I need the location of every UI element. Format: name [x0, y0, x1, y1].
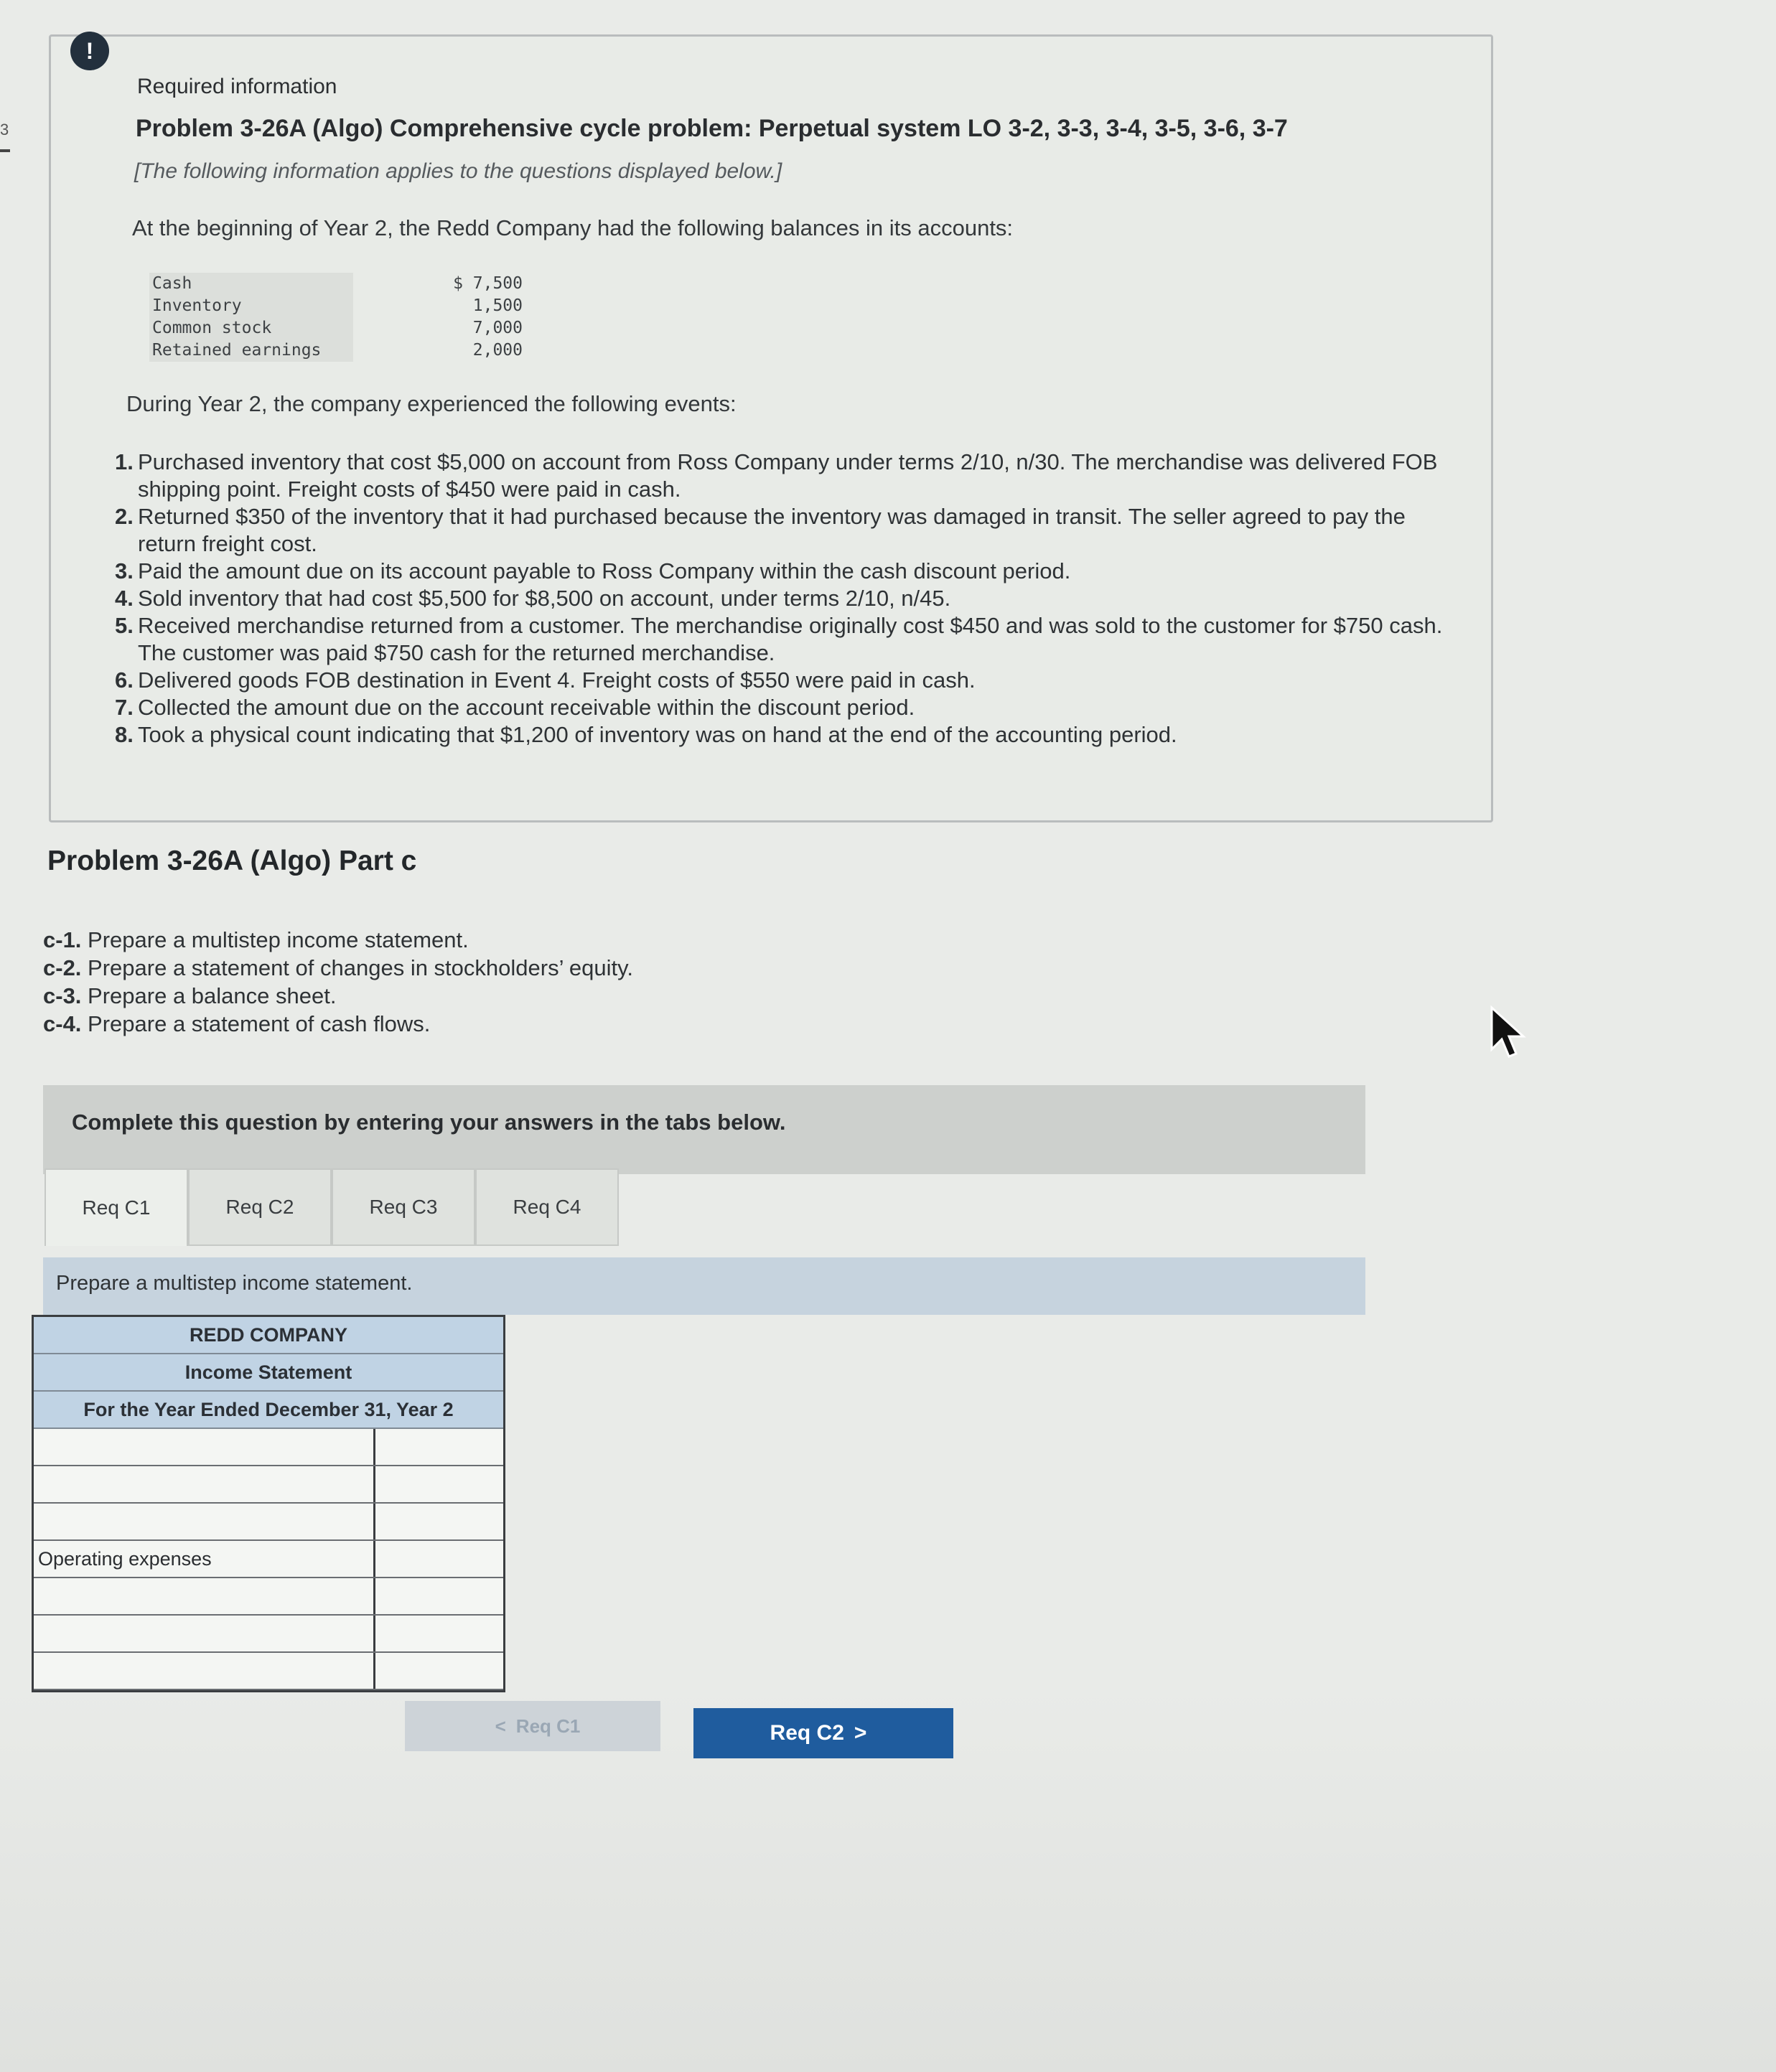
- statement-row: [34, 1578, 503, 1616]
- balance-label: Cash: [149, 273, 353, 295]
- next-req-button[interactable]: [693, 1708, 953, 1758]
- chevron-left-icon: <: [495, 1715, 506, 1737]
- balance-row: [149, 317, 523, 339]
- events-intro: During Year 2, the company experienced the following events:: [126, 391, 737, 416]
- account-input[interactable]: [34, 1616, 373, 1651]
- statement-name: Income Statement: [34, 1354, 503, 1392]
- account-input[interactable]: [34, 1466, 373, 1502]
- amount-cell: [375, 1578, 503, 1614]
- event-text: Sold inventory that had cost $5,500 for $8,500 on account, under terms 2/10, n/45.: [138, 586, 951, 611]
- event-text: Collected the amount due on the account receivable within the discount period.: [138, 695, 915, 720]
- amount-cell: [375, 1541, 503, 1577]
- task-number: c-3.: [43, 983, 82, 1008]
- event-number: 5.: [115, 613, 134, 638]
- next-req-label: Req C2: [770, 1721, 844, 1745]
- problem-title: Problem 3-26A (Algo) Comprehensive cycle problem: Perpetual system LO 3-2, 3-3, 3-4, 3-5, 3-6, 3-7: [136, 115, 1288, 142]
- income-statement-table: [32, 1315, 505, 1692]
- event-number: 3.: [115, 558, 134, 583]
- tab-req-c3[interactable]: Req C3: [332, 1168, 475, 1246]
- account-input[interactable]: [34, 1504, 373, 1539]
- tab-req-c4[interactable]: Req C4: [475, 1168, 619, 1246]
- prev-req-label: Req C1: [515, 1715, 581, 1737]
- label-cell: [34, 1653, 375, 1689]
- task-number: c-4.: [43, 1011, 82, 1036]
- event-number: 7.: [115, 695, 134, 720]
- tab-req-c1[interactable]: Req C1: [45, 1168, 188, 1246]
- part-title: Problem 3-26A (Algo) Part c: [47, 845, 417, 876]
- statement-period: For the Year Ended December 31, Year 2: [34, 1392, 503, 1429]
- label-cell: [34, 1616, 375, 1651]
- task-number: c-2.: [43, 955, 82, 980]
- balance-label: Common stock: [149, 317, 353, 339]
- event-text: Delivered goods FOB destination in Event 4. Freight costs of $550 were paid in cash.: [138, 667, 976, 693]
- instruction-banner: [43, 1085, 1365, 1174]
- amount-cell: [375, 1653, 503, 1689]
- left-edge-marker: 3: [0, 121, 9, 139]
- account-input[interactable]: [34, 1653, 373, 1689]
- statement-row: [34, 1466, 503, 1504]
- statement-row: [34, 1653, 503, 1690]
- left-edge-bar: [0, 149, 10, 152]
- balances-table: [149, 273, 523, 362]
- event-item: [115, 612, 1443, 667]
- chevron-right-icon: >: [854, 1721, 867, 1745]
- statement-header: [34, 1317, 503, 1429]
- event-text: Received merchandise returned from a customer. The merchandise originally cost $450 and was sold to the customer for $750 cash. The customer was paid $750 cash for the returned merchandise.: [138, 613, 1443, 665]
- label-cell: [34, 1429, 375, 1465]
- balance-value: 1,500: [472, 296, 523, 315]
- tab-instruction-strip: [43, 1257, 1365, 1315]
- alert-icon: !: [70, 32, 109, 70]
- event-item: [115, 667, 1443, 694]
- label-cell: [34, 1504, 375, 1539]
- account-input[interactable]: [34, 1429, 373, 1465]
- balance-label: Inventory: [149, 295, 353, 317]
- task-item: [43, 926, 633, 954]
- label-cell: [34, 1466, 375, 1502]
- task-text: Prepare a statement of changes in stockholders’ equity.: [88, 955, 633, 980]
- statement-row: [34, 1541, 503, 1578]
- events-list: [115, 449, 1443, 749]
- event-item: [115, 694, 1443, 721]
- operating-expenses-label: Operating expenses: [34, 1541, 375, 1577]
- company-name: REDD COMPANY: [34, 1317, 503, 1354]
- balance-row: [149, 295, 523, 317]
- event-text: Returned $350 of the inventory that it had purchased because the inventory was damaged in transit. The seller agreed to pay the return freight cost.: [138, 504, 1406, 556]
- tab-instruction: Prepare a multistep income statement.: [56, 1272, 413, 1295]
- event-text: Purchased inventory that cost $5,000 on account from Ross Company under terms 2/10, n/30. The merchandise was delivered FOB shipping point. Freight costs of $450 were paid in cash.: [138, 449, 1438, 502]
- event-number: 4.: [115, 586, 134, 611]
- event-number: 2.: [115, 504, 134, 529]
- task-text: Prepare a multistep income statement.: [88, 927, 469, 952]
- amount-input[interactable]: [375, 1504, 503, 1539]
- event-number: 8.: [115, 722, 134, 747]
- balance-value: 2,000: [472, 341, 523, 360]
- intro-text: At the beginning of Year 2, the Redd Company had the following balances in its accounts:: [132, 215, 1014, 240]
- event-text: Paid the amount due on its account payable to Ross Company within the cash discount period.: [138, 558, 1071, 583]
- tab-req-c2[interactable]: Req C2: [188, 1168, 332, 1246]
- balance-value: 7,000: [472, 319, 523, 337]
- required-info-label: Required information: [137, 75, 337, 98]
- statement-row: [34, 1504, 503, 1541]
- amount-input[interactable]: [375, 1466, 503, 1502]
- task-text: Prepare a balance sheet.: [88, 983, 337, 1008]
- task-item: [43, 954, 633, 982]
- event-item: [115, 585, 1443, 612]
- event-item: [115, 558, 1443, 585]
- instruction-text: Complete this question by entering your answers in the tabs below.: [72, 1110, 786, 1135]
- task-text: Prepare a statement of cash flows.: [88, 1011, 431, 1036]
- task-item: [43, 982, 633, 1010]
- event-item: [115, 503, 1443, 558]
- prev-req-button[interactable]: [405, 1701, 660, 1751]
- balance-label: Retained earnings: [149, 339, 353, 362]
- statement-row: [34, 1429, 503, 1466]
- amount-input[interactable]: [375, 1653, 503, 1689]
- amount-input[interactable]: [375, 1429, 503, 1465]
- event-text: Took a physical count indicating that $1,200 of inventory was on hand at the end of the accounting period.: [138, 722, 1177, 747]
- event-number: 6.: [115, 667, 134, 693]
- mouse-cursor-icon: [1486, 1005, 1529, 1062]
- task-list: [43, 926, 633, 1038]
- task-item: [43, 1010, 633, 1038]
- label-cell: [34, 1578, 375, 1614]
- event-number: 1.: [115, 449, 134, 474]
- amount-cell: [375, 1504, 503, 1539]
- task-number: c-1.: [43, 927, 82, 952]
- account-input[interactable]: [34, 1578, 373, 1614]
- balance-value: $ 7,500: [453, 274, 523, 293]
- applies-note: [The following information applies to the questions displayed below.]: [134, 159, 782, 183]
- amount-input[interactable]: [375, 1616, 503, 1651]
- amount-cell: [375, 1429, 503, 1465]
- event-item: [115, 721, 1443, 749]
- balance-row: [149, 339, 523, 362]
- amount-cell: [375, 1466, 503, 1502]
- tab-bar: [45, 1168, 619, 1246]
- statement-row: [34, 1616, 503, 1653]
- amount-input[interactable]: [375, 1578, 503, 1614]
- event-item: [115, 449, 1443, 503]
- amount-cell: [375, 1616, 503, 1651]
- balance-row: [149, 273, 523, 295]
